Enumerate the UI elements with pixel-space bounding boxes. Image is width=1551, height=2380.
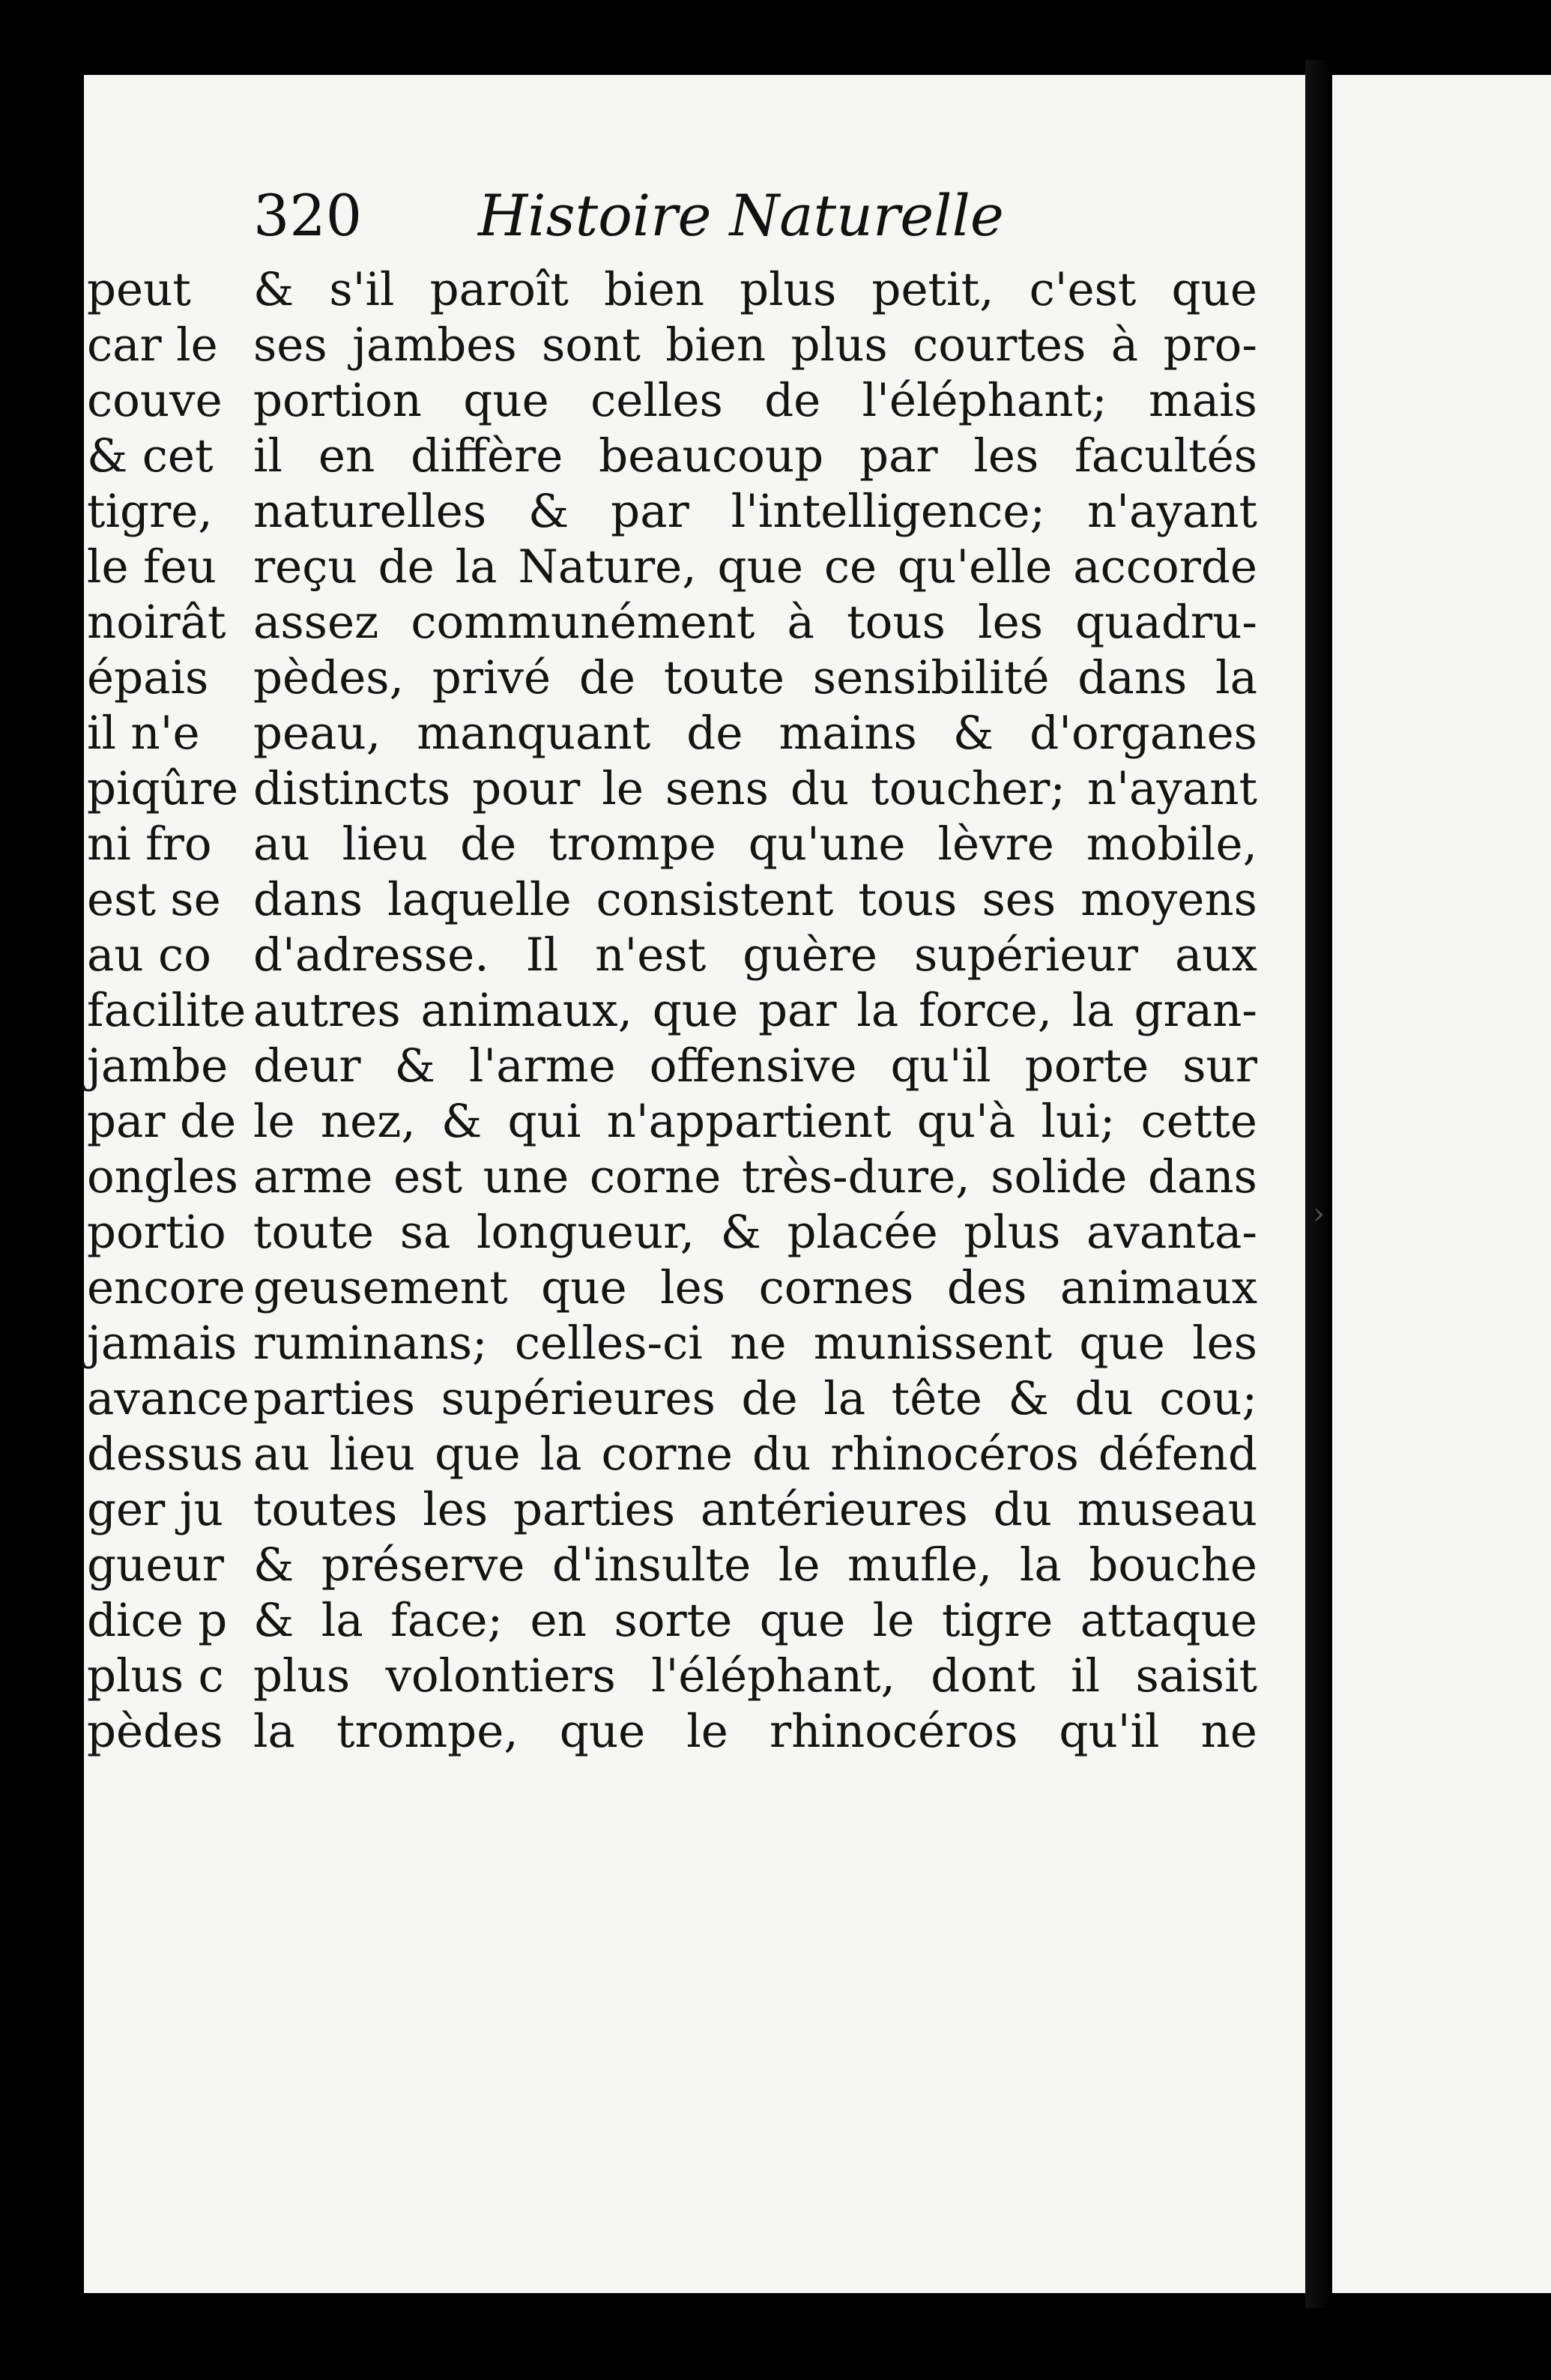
text-line-fragment: couve bbox=[87, 374, 223, 427]
text-line: au lieu de trompe qu'une lèvre mobile, bbox=[253, 818, 1257, 871]
running-title: Histoire Naturelle bbox=[478, 182, 1004, 249]
text-line-fragment: jamais bbox=[87, 1317, 238, 1370]
text-line-fragment: tigre, bbox=[87, 485, 213, 538]
text-line: le nez, & qui n'appartient qu'à lui; cette bbox=[253, 1095, 1257, 1148]
text-line: geusement que les cornes des animaux bbox=[253, 1261, 1257, 1314]
text-line-fragment: ongles bbox=[87, 1150, 238, 1203]
text-line: d'adresse. Il n'est guère supérieur aux bbox=[253, 928, 1257, 982]
text-line-fragment: piqûre bbox=[87, 762, 239, 815]
text-line: parties supérieures de la tête & du cou; bbox=[253, 1372, 1257, 1425]
text-line: portion que celles de l'éléphant; mais bbox=[253, 374, 1257, 427]
text-line: pèdes, privé de toute sensibilité dans la bbox=[253, 651, 1257, 704]
text-line: dans laquelle consistent tous ses moyens bbox=[253, 873, 1257, 926]
text-line: & préserve d'insulte le mufle, la bouche bbox=[253, 1538, 1257, 1592]
text-line-fragment: le feu bbox=[87, 540, 217, 594]
text-line-fragment: dice p bbox=[87, 1594, 228, 1647]
text-line: toute sa longueur, & placée plus avanta- bbox=[253, 1206, 1257, 1259]
text-line: & la face; en sorte que le tigre attaque bbox=[253, 1594, 1257, 1647]
text-line: arme est une corne très-dure, solide dans bbox=[253, 1150, 1257, 1203]
text-line: au lieu que la corne du rhinocéros défend bbox=[253, 1428, 1257, 1481]
text-line-fragment: encore bbox=[87, 1261, 246, 1314]
text-line-fragment: épais bbox=[87, 651, 209, 704]
text-line: ses jambes sont bien plus courtes à pro- bbox=[253, 318, 1257, 372]
text-line-fragment: jambe bbox=[87, 1039, 229, 1093]
text-line: plus volontiers l'éléphant, dont il saisit bbox=[253, 1649, 1257, 1703]
text-line-fragment: ni fro bbox=[87, 818, 212, 871]
text-line: peau, manquant de mains & d'organes bbox=[253, 707, 1257, 760]
text-line-fragment: car le bbox=[87, 318, 218, 372]
text-line: deur & l'arme offensive qu'il porte sur bbox=[253, 1039, 1257, 1093]
text-line-fragment: ger ju bbox=[87, 1483, 223, 1536]
text-line: & s'il paroît bien plus petit, c'est que bbox=[253, 263, 1257, 316]
text-line-fragment: pèdes bbox=[87, 1705, 223, 1758]
text-line: il en diffère beaucoup par les facultés bbox=[253, 429, 1257, 483]
text-line: reçu de la Nature, que ce qu'elle accorde bbox=[253, 540, 1257, 594]
text-line-fragment: & cet bbox=[87, 429, 214, 483]
text-line-fragment: est se bbox=[87, 873, 221, 926]
right-page-text bbox=[87, 262, 250, 1760]
text-line-fragment: facilite bbox=[87, 984, 247, 1037]
text-line: ruminans; celles-ci ne munissent que les bbox=[253, 1317, 1257, 1370]
text-line-fragment: gueur bbox=[87, 1538, 224, 1592]
text-line: autres animaux, que par la force, la gran- bbox=[253, 984, 1257, 1037]
text-line-fragment: au co bbox=[87, 928, 211, 982]
running-head bbox=[253, 182, 1004, 249]
text-line: assez communément à tous les quadru- bbox=[253, 596, 1257, 649]
text-line-fragment: il n'e bbox=[87, 707, 200, 760]
text-line: naturelles & par l'intelligence; n'ayant bbox=[253, 485, 1257, 538]
book-gutter bbox=[1305, 60, 1332, 2308]
text-line-fragment: peut bbox=[87, 263, 191, 316]
text-line-fragment: plus c bbox=[87, 1649, 224, 1703]
text-line: toutes les parties antérieures du museau bbox=[253, 1483, 1257, 1536]
text-line: la trompe, que le rhinocéros qu'il ne bbox=[253, 1705, 1257, 1758]
page-number: 320 bbox=[253, 182, 363, 249]
left-page-text bbox=[253, 262, 1257, 1760]
margin-mark: › bbox=[1313, 1197, 1325, 1231]
text-line-fragment: par de bbox=[87, 1095, 237, 1148]
text-line-fragment: dessus bbox=[87, 1428, 244, 1481]
text-line-fragment: noirât bbox=[87, 596, 226, 649]
text-line-fragment: portio bbox=[87, 1206, 226, 1259]
right-page bbox=[1332, 75, 1551, 2293]
text-line: distincts pour le sens du toucher; n'ayant bbox=[253, 762, 1257, 815]
text-line-fragment: avance bbox=[87, 1372, 250, 1425]
